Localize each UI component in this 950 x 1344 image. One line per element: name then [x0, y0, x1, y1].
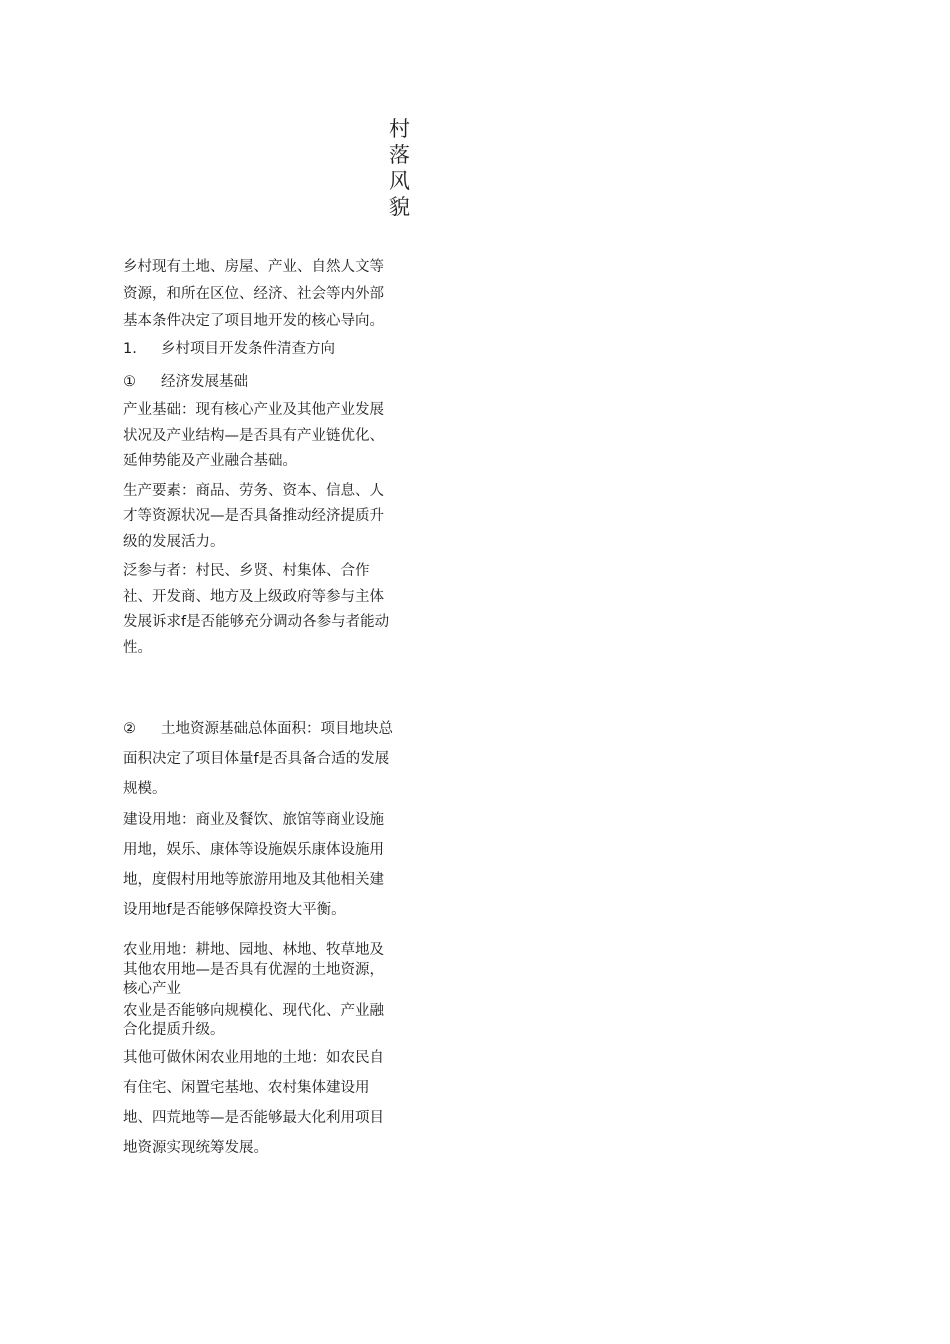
agri-land-paragraph: 农业用地：耕地、园地、林地、牧草地及其他农用地—是否具有优渥的土地资源，核心产业: [123, 942, 384, 997]
section-1-heading: [123, 336, 395, 363]
industry-base-paragraph: 产业基础：现有核心产业及其他产业发展状况及产业结构—是否具有产业链优化、延伸势能及产业融合基础。: [123, 402, 384, 469]
construction-land-paragraph: 建设用地：商业及餐饮、旅馆等商业设施用地，娱乐、康体等设施娱乐康体设施用地，度假村用地等旅游用地及其他相关建设用地f是否能够保障投资大平衡。: [123, 812, 384, 918]
other-land-paragraph: 其他可做休闲农业用地的土地：如农民自有住宅、闲置宅基地、农村集体建设用地、四荒地等—是否能够最大化利用项目地资源实现统筹发展。: [123, 1049, 384, 1156]
production-factors-paragraph: 生产要素：商品、劳务、资本、信息、人才等资源状况—是否具备推动经济提质升级的发展活力。: [123, 482, 384, 550]
page-title: 村落风貌: [389, 117, 410, 219]
subsection-2-text: 土地资源基础总体面积：项目地块总面积决定了项目体量f是否具备合适的发展规模。: [123, 721, 393, 797]
intro-paragraph: 乡村现有土地、房屋、产业、自然人文等资源，和所在区位、经济、社会等内外部基本条件决定了项目地开发的核心导向。: [123, 259, 384, 329]
subsection-1-title: 经济发展基础: [161, 374, 248, 390]
subsection-1-heading: [123, 369, 395, 396]
document-body: [123, 254, 395, 1163]
participants-paragraph: 泛参与者：村民、乡贤、村集体、合作社、开发商、地方及上级政府等参与主体发展诉求f是否能够充分调动各参与者能动性。: [123, 563, 390, 656]
section-1-title: 乡村项目开发条件清查方向: [161, 341, 335, 357]
subsection-2-paragraph: [123, 714, 395, 804]
section-1-number: 1.: [123, 341, 137, 357]
agri-upgrade-paragraph: 农业是否能够向规模化、现代化、产业融合化提质升级。: [123, 1002, 384, 1038]
subsection-2-marker: ②: [123, 721, 136, 737]
subsection-1-marker: ①: [123, 374, 136, 390]
